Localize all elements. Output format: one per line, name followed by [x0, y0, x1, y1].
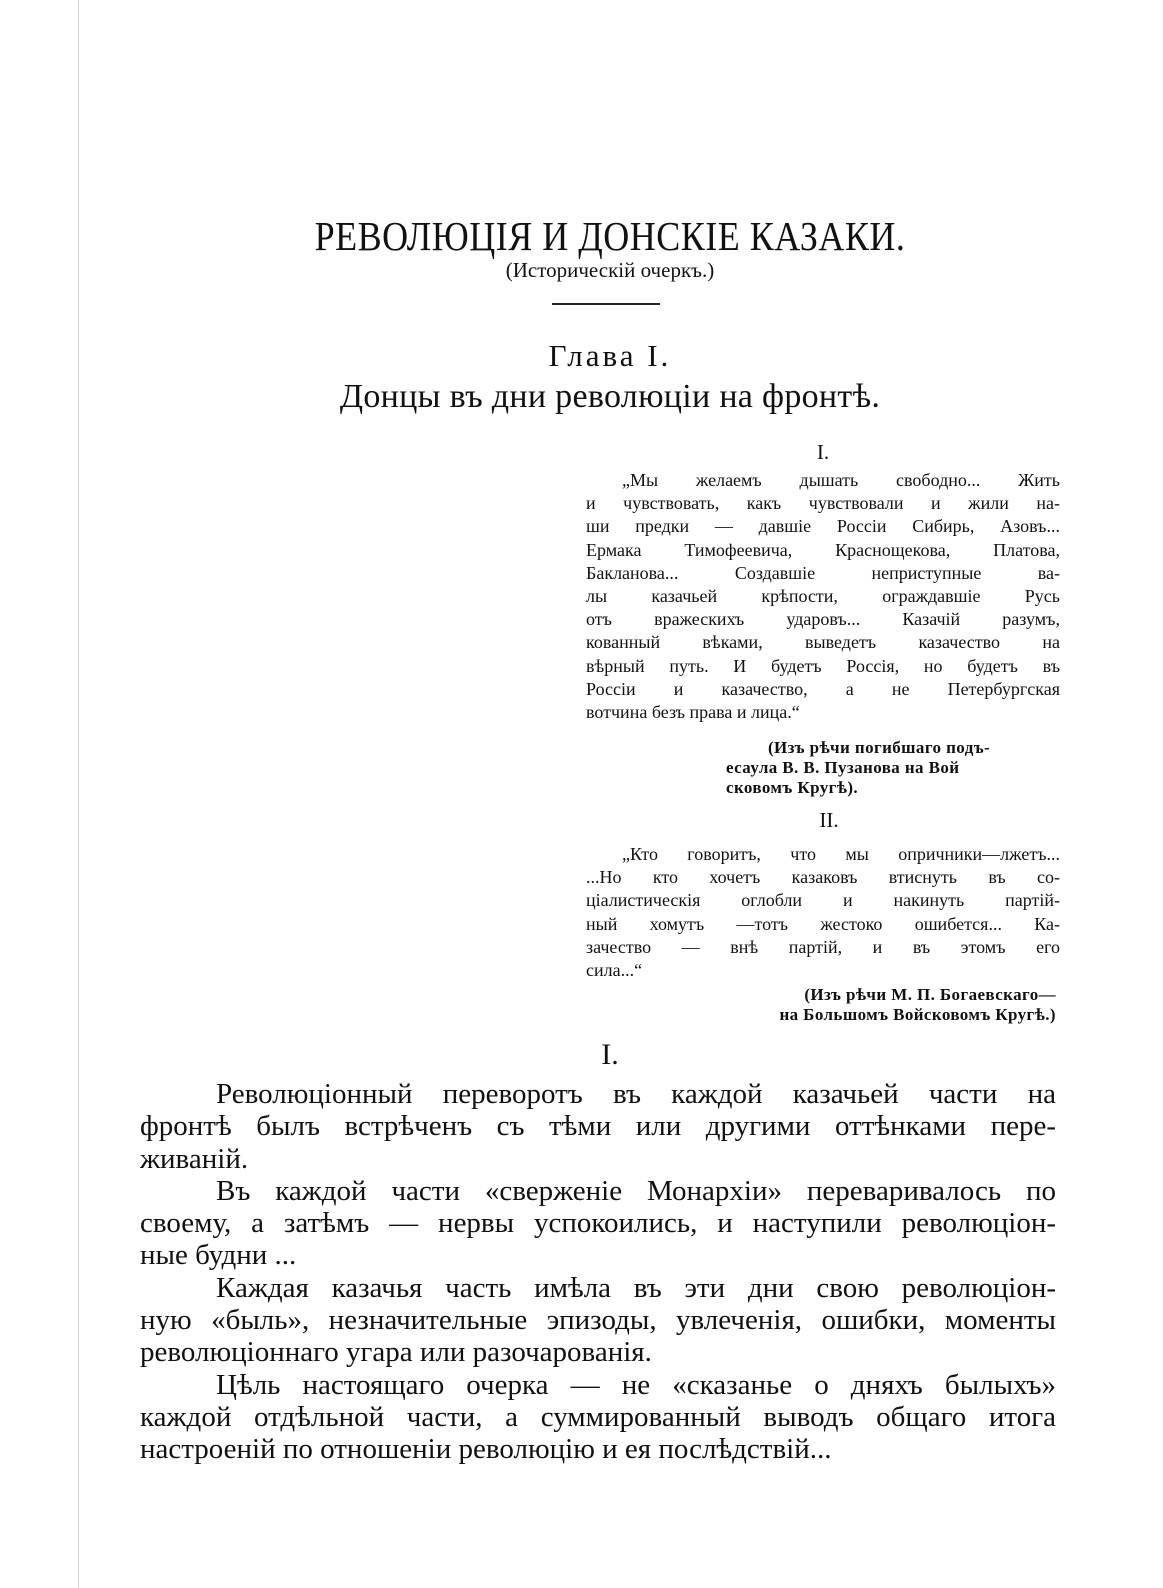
body-text [140, 1078, 1056, 1466]
paragraph-line: Цѣль настоящаго очерка — не «сказанье о дняхъ былыхъ» [216, 1368, 1056, 1401]
epigraph-line: ціалистическія оглобли и накинуть партій- [586, 890, 1060, 911]
epigraph-line: и чувствовать, какъ чувствовали и жили на- [586, 493, 1060, 514]
epigraph-1-text [586, 469, 1060, 724]
paragraph-line: своему, а затѣмъ — нервы успокоились, и наступили революціон- [140, 1207, 1056, 1240]
page-subtitle: (Историческій очеркъ.) [505, 258, 715, 282]
epigraph-line: сила...“ [586, 960, 643, 981]
paragraph-line: живаній. [140, 1142, 249, 1175]
epigraph-line: кованный вѣками, выведетъ казачество на [586, 632, 1060, 653]
epigraph-line: ши предки — давшіе Россіи Сибирь, Азовъ... [586, 516, 1060, 537]
epigraph-line: ный хомутъ —тотъ жестоко ошибется... Ка- [586, 913, 1060, 934]
paragraph-line: каждой отдѣльной части, а суммированный выводъ общаго итога [140, 1400, 1056, 1433]
paragraph-line: Каждая казачья часть имѣла въ эти дни свою революціон- [216, 1271, 1056, 1304]
epigraph-2-source [730, 985, 1056, 1025]
paragraph-line: фронтѣ былъ встрѣченъ съ тѣми или другими оттѣнками пере- [140, 1110, 1056, 1143]
chapter-number: Глава І. [548, 338, 672, 373]
paragraph-line: революціоннаго угара или разочарованія. [140, 1336, 652, 1369]
epigraph-1-source [726, 738, 991, 798]
chapter-title: Донцы въ дни революціи на фронтѣ. [339, 378, 881, 415]
paragraph-line: ную «быль», незначительные эпизоды, увлеченія, ошибки, моменты [140, 1304, 1056, 1337]
paragraph-line: Революціонный переворотъ въ каждой казачьей части на [216, 1078, 1056, 1110]
epigraph-source-line: на Большомъ Войсковомъ Кругѣ.) [779, 1005, 1056, 1024]
epigraph-line: вотчина безъ права и лица.“ [586, 702, 800, 723]
paragraph-line: Въ каждой части «сверженіе Монархіи» переваривалось по [216, 1174, 1056, 1207]
epigraph-line: „Мы желаемъ дышать свободно... Жить [622, 470, 1060, 490]
section-heading: I. [601, 1038, 619, 1071]
epigraph-line: Россіи и казачество, а не Петербургская [586, 678, 1060, 699]
title-divider [552, 303, 660, 305]
epigraph-line: Ермака Тимофеевича, Краснощекова, Платова, [586, 539, 1060, 560]
epigraph-source-line: (Изъ рѣчи М. П. Богаевскаго— [804, 985, 1056, 1004]
paragraph-line: настроеній по отношеніи революцію и ея послѣдствій... [140, 1433, 832, 1466]
epigraph-line: зачество — внѣ партій, и въ этомъ его [586, 936, 1060, 957]
epigraph-line: отъ вражескихъ ударовъ... Казачій разумъ, [586, 609, 1060, 630]
epigraph-2-text [586, 843, 1060, 982]
epigraph-line: Бакланова... Создавшіе неприступные ва- [586, 562, 1060, 583]
epigraph-source-line: (Изъ рѣчи погибшаго подъ- [768, 738, 991, 757]
epigraph-2-heading: II. [819, 808, 839, 832]
epigraph-source-line: сковомъ Кругѣ). [726, 778, 859, 797]
epigraph-line: ...Но кто хочетъ казаковъ втиснуть въ со- [586, 867, 1060, 888]
epigraph-source-line: есаула В. В. Пузанова на Вой [726, 758, 960, 777]
page-title: РЕВОЛЮЦІЯ И ДОНСКІЕ КАЗАКИ. [314, 213, 906, 260]
epigraph-line: вѣрный путь. И будетъ Россія, но будетъ въ [586, 655, 1060, 676]
epigraph-line: „Кто говоритъ, что мы опричники—лжетъ... [622, 844, 1060, 864]
paragraph-line: ные будни ... [140, 1239, 297, 1272]
epigraph-1-heading: I. [816, 440, 830, 464]
epigraph-line: лы казачьей крѣпости, ограждавшіе Русь [586, 586, 1060, 607]
